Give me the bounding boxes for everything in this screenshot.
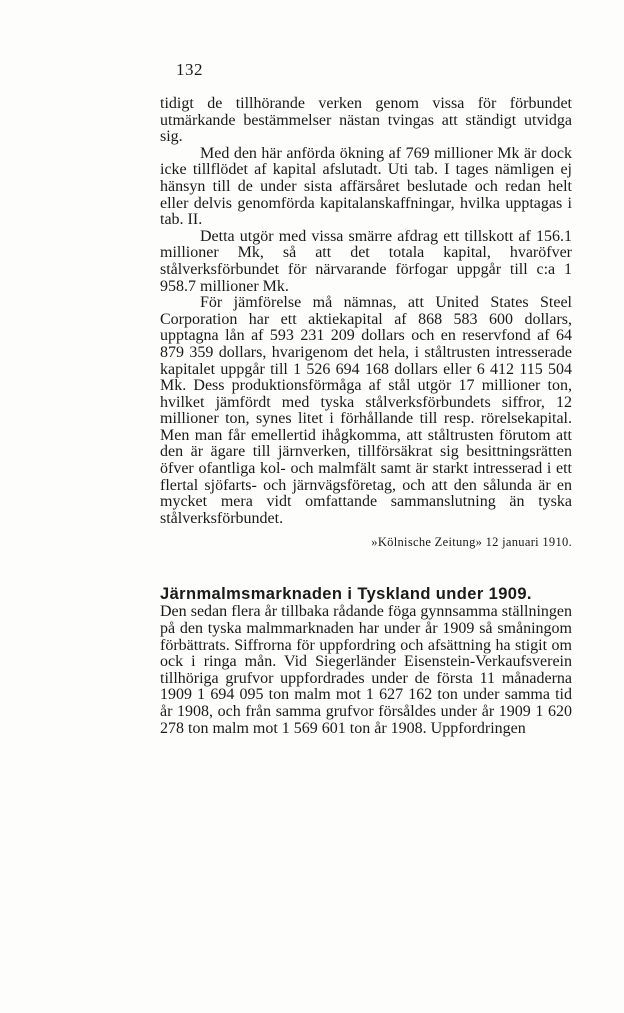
source-citation: »Kölnische Zeitung» 12 januari 1910.: [371, 535, 572, 550]
paragraph-total-capital: Detta utgör med vissa smärre afdrag ett tillskott af 156.1 millioner Mk, så att det totala kapital, hvaröfver stålverksförbundet för närvarande förfogar uppgår till c:a 1 958.7 millioner Mk.: [160, 227, 572, 295]
page-number: 132: [176, 60, 203, 79]
paragraph-capital-increase: Med den här anförda ökning af 769 millioner Mk är dock icke tillflödet af kapital afslutadt. Uti tab. I tages nämligen ej hänsyn till de under sista affärsåret beslutade och redan helt eller delvis genomförda kapitalanskaffningar, hvilka upptagas i tab. II.: [160, 144, 572, 229]
paragraph-continuation: tidigt de tillhörande verken genom vissa för förbundet utmärkande bestämmelser nästan tvingas att ständigt utvidga sig.: [160, 95, 572, 146]
section-body: Den sedan flera år tillbaka rådande föga gynnsamma ställningen på den tyska malmmarknaden har under år 1909 så småningom förbättrats. Siffrorna för uppfordring och afsättning ha stigit om ock i ringa mån. Vid Siegerländer Eisenstein-Verkaufsverein tillhöriga grufvor uppfordrades under de första 11 månaderna 1909 1 694 095 ton malm mot 1 627 162 ton under samma tid år 1908, och från samma grufvor försåldes under år 1909 1 620 278 ton malm mot 1 569 601 ton år 1908. Uppfordringen: [160, 603, 572, 737]
section-heading: Järnmalmsmarknaden i Tyskland under 1909.: [160, 585, 532, 604]
paragraph-us-steel-comparison: För jämförelse må nämnas, att United States Steel Corporation har ett aktiekapital af 868 583 600 dollars, upptagna lån af 593 231 209 dollars och en reservfond af 64 879 359 dollars, hvarigenom det hela, i ståltrusten intresserade kapitalet uppgår till 1 526 694 168 dollars eller 6 412 115 504 Mk. Dess produktionsförmåga af stål utgör 17 millioner ton, hvilket jämfördt med tyska stålverksförbundets siffror, 12 millioner ton, synes litet i förhållande till resp. rörelsekapital. Men man får emellertid ihågkomma, att ståltrusten förutom att den är ägare till järnverken, tillförsäkrat sig besittningsrätten öfver ofantliga kol- och malmfält samt är starkt intresserad i ett flertal sjöfarts- och järnvägsföretag, och att den sålunda är en mycket mera vidt omfattande sammanslutning än tyska stålverksförbundet.: [160, 294, 572, 527]
text-column: [160, 96, 572, 737]
